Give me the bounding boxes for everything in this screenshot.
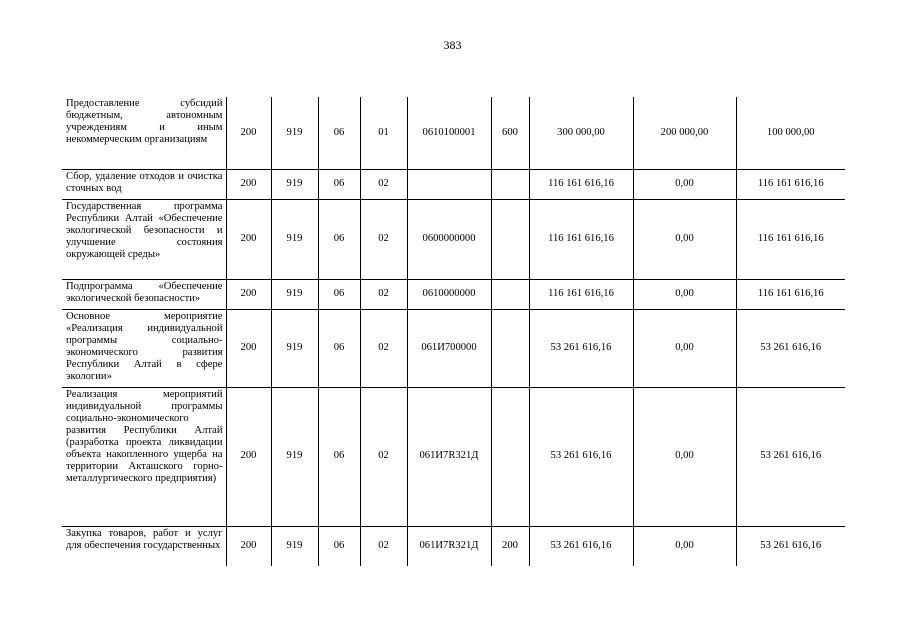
amount-regional: 53 261 616,16 xyxy=(736,309,845,387)
section-code: 06 xyxy=(318,526,360,566)
admin-code: 200 xyxy=(226,309,271,387)
amount-regional: 116 161 616,16 xyxy=(736,199,845,279)
table-row xyxy=(62,279,845,309)
row-name: Реализация мероприятий индивидуальной программы социально-экономического развития Республики Алтай (разработка проекта ликвидации объекта накопленного ущерба на территории Акташского горно-металлургического предприятия) xyxy=(62,387,226,526)
grbs-code: 919 xyxy=(271,279,318,309)
section-code: 06 xyxy=(318,309,360,387)
row-name: Основное мероприятие «Реализация индивидуальной программы социально-экономического развития Республики Алтай в сфере экологии» xyxy=(62,309,226,387)
section-code: 06 xyxy=(318,387,360,526)
amount-total: 116 161 616,16 xyxy=(529,279,633,309)
section-code: 06 xyxy=(318,279,360,309)
subsection-code: 02 xyxy=(360,279,407,309)
admin-code: 200 xyxy=(226,97,271,169)
amount-federal: 0,00 xyxy=(633,309,736,387)
target-article-code: 0610100001 xyxy=(407,97,491,169)
table-row xyxy=(62,309,845,387)
expense-type-code xyxy=(491,169,529,199)
table-row xyxy=(62,199,845,279)
grbs-code: 919 xyxy=(271,169,318,199)
amount-federal: 0,00 xyxy=(633,169,736,199)
section-code: 06 xyxy=(318,169,360,199)
expense-type-code xyxy=(491,199,529,279)
amount-regional: 100 000,00 xyxy=(736,97,845,169)
amount-total: 53 261 616,16 xyxy=(529,526,633,566)
page-number: 383 xyxy=(443,38,462,52)
subsection-code: 01 xyxy=(360,97,407,169)
admin-code: 200 xyxy=(226,169,271,199)
expense-type-code: 600 xyxy=(491,97,529,169)
row-name: Подпрограмма «Обеспечение экологической безопасности» xyxy=(62,279,226,309)
expense-type-code xyxy=(491,309,529,387)
admin-code: 200 xyxy=(226,387,271,526)
budget-table-body xyxy=(62,97,845,566)
amount-total: 116 161 616,16 xyxy=(529,169,633,199)
target-article-code: 0600000000 xyxy=(407,199,491,279)
row-name: Сбор, удаление отходов и очистка сточных вод xyxy=(62,169,226,199)
grbs-code: 919 xyxy=(271,387,318,526)
row-name: Государственная программа Республики Алтай «Обеспечение экологической безопасности и улучшение состояния окружающей среды» xyxy=(62,199,226,279)
subsection-code: 02 xyxy=(360,309,407,387)
row-name: Закупка товаров, работ и услуг для обеспечения государственных xyxy=(62,526,226,566)
amount-total: 116 161 616,16 xyxy=(529,199,633,279)
amount-total: 300 000,00 xyxy=(529,97,633,169)
grbs-code: 919 xyxy=(271,526,318,566)
amount-total: 53 261 616,16 xyxy=(529,387,633,526)
target-article-code: 061И7R321Д xyxy=(407,526,491,566)
target-article-code: 061И7R321Д xyxy=(407,387,491,526)
admin-code: 200 xyxy=(226,526,271,566)
amount-regional: 53 261 616,16 xyxy=(736,526,845,566)
target-article-code: 061И700000 xyxy=(407,309,491,387)
table-row xyxy=(62,97,845,169)
subsection-code: 02 xyxy=(360,199,407,279)
table-row xyxy=(62,169,845,199)
amount-regional: 116 161 616,16 xyxy=(736,169,845,199)
row-name: Предоставление субсидий бюджетным, автономным учреждениям и иным некоммерческим организациям xyxy=(62,97,226,169)
section-code: 06 xyxy=(318,97,360,169)
amount-federal: 0,00 xyxy=(633,526,736,566)
expense-type-code xyxy=(491,279,529,309)
amount-federal: 0,00 xyxy=(633,199,736,279)
amount-regional: 53 261 616,16 xyxy=(736,387,845,526)
grbs-code: 919 xyxy=(271,309,318,387)
amount-total: 53 261 616,16 xyxy=(529,309,633,387)
table-row xyxy=(62,387,845,526)
subsection-code: 02 xyxy=(360,387,407,526)
expense-type-code xyxy=(491,387,529,526)
amount-regional: 116 161 616,16 xyxy=(736,279,845,309)
section-code: 06 xyxy=(318,199,360,279)
grbs-code: 919 xyxy=(271,199,318,279)
amount-federal: 0,00 xyxy=(633,279,736,309)
target-article-code: 0610000000 xyxy=(407,279,491,309)
table-row xyxy=(62,526,845,566)
amount-federal: 0,00 xyxy=(633,387,736,526)
target-article-code xyxy=(407,169,491,199)
budget-table xyxy=(62,97,845,566)
expense-type-code: 200 xyxy=(491,526,529,566)
grbs-code: 919 xyxy=(271,97,318,169)
amount-federal: 200 000,00 xyxy=(633,97,736,169)
admin-code: 200 xyxy=(226,199,271,279)
subsection-code: 02 xyxy=(360,169,407,199)
subsection-code: 02 xyxy=(360,526,407,566)
admin-code: 200 xyxy=(226,279,271,309)
